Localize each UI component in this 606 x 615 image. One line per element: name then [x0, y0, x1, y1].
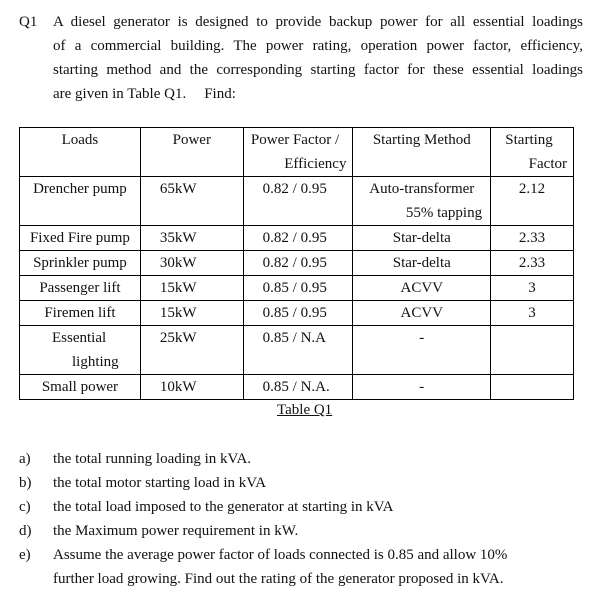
table-row — [20, 177, 574, 226]
cell-pf: 0.85 / N.A — [243, 326, 353, 375]
intro-line-4-text: are given in Table Q1. — [53, 86, 187, 102]
task-list — [19, 447, 579, 591]
item-text: the total load imposed to the generator at starting in kVA — [53, 499, 394, 515]
cell-factor: 2.12 — [491, 177, 574, 226]
header-starting-method: Starting Method — [353, 128, 491, 177]
question-number: Q1 — [19, 14, 38, 30]
cell-load: Passenger lift — [20, 276, 141, 301]
cell-method: - — [353, 326, 491, 375]
cell-power: 15kW — [140, 301, 243, 326]
header-loads: Loads — [20, 128, 141, 177]
table-row — [20, 276, 574, 301]
table-caption: Table Q1 — [277, 402, 333, 418]
item-label: d) — [19, 523, 32, 539]
item-text-line-1: Assume the average power factor of loads connected is 0.85 and allow 10% — [53, 547, 508, 563]
table-row — [20, 375, 574, 400]
cell-factor — [491, 326, 574, 375]
loads-table — [19, 127, 574, 400]
item-text-line-2: further load growing. Find out the rating of the generator proposed in kVA. — [53, 571, 504, 587]
cell-load: Drencher pump — [20, 177, 141, 226]
cell-load: Fixed Fire pump — [20, 226, 141, 251]
cell-factor: 2.33 — [491, 251, 574, 276]
cell-pf: 0.85 / 0.95 — [243, 301, 353, 326]
cell-factor: 3 — [491, 276, 574, 301]
cell-load: Essential lighting — [20, 326, 141, 375]
cell-power: 35kW — [140, 226, 243, 251]
list-item — [19, 495, 579, 519]
cell-factor: 2.33 — [491, 226, 574, 251]
item-label: a) — [19, 451, 31, 467]
item-label: c) — [19, 499, 31, 515]
list-item — [19, 543, 579, 591]
cell-pf: 0.82 / 0.95 — [243, 251, 353, 276]
intro-line-2: of a commercial building. The power rating, operation power factor, efficiency, — [53, 38, 583, 54]
list-item — [19, 447, 579, 471]
cell-pf: 0.82 / 0.95 — [243, 226, 353, 251]
cell-pf: 0.85 / 0.95 — [243, 276, 353, 301]
cell-power: 65kW — [140, 177, 243, 226]
header-starting-factor: Starting Factor — [491, 128, 574, 177]
item-label: b) — [19, 475, 32, 491]
intro-line-1: A diesel generator is designed to provide backup power for all essential loadings — [53, 14, 583, 30]
cell-factor — [491, 375, 574, 400]
cell-load: Sprinkler pump — [20, 251, 141, 276]
cell-method: Auto-transformer 55% tapping — [353, 177, 491, 226]
cell-method: Star-delta — [353, 251, 491, 276]
cell-power: 25kW — [140, 326, 243, 375]
table-header-row — [20, 128, 574, 177]
cell-load: Firemen lift — [20, 301, 141, 326]
cell-method: Star-delta — [353, 226, 491, 251]
table-row — [20, 301, 574, 326]
list-item — [19, 471, 579, 495]
table-row — [20, 326, 574, 375]
intro-line-4 — [53, 82, 583, 106]
cell-load: Small power — [20, 375, 141, 400]
cell-power: 30kW — [140, 251, 243, 276]
cell-factor: 3 — [491, 301, 574, 326]
list-item — [19, 519, 579, 543]
item-text: the total motor starting load in kVA — [53, 475, 267, 491]
cell-power: 15kW — [140, 276, 243, 301]
header-power-factor: Power Factor / Efficiency — [243, 128, 353, 177]
header-power: Power — [140, 128, 243, 177]
cell-pf: 0.85 / N.A. — [243, 375, 353, 400]
table-row — [20, 251, 574, 276]
cell-method: - — [353, 375, 491, 400]
table-row — [20, 226, 574, 251]
cell-method: ACVV — [353, 276, 491, 301]
cell-method: ACVV — [353, 301, 491, 326]
cell-pf: 0.82 / 0.95 — [243, 177, 353, 226]
find-label: Find: — [204, 86, 236, 102]
intro-line-3: starting method and the corresponding starting factor for these essential loadings — [53, 62, 583, 78]
item-text: the total running loading in kVA. — [53, 451, 252, 467]
question-intro — [53, 10, 583, 106]
item-text: the Maximum power requirement in kW. — [53, 523, 299, 539]
cell-power: 10kW — [140, 375, 243, 400]
item-label: e) — [19, 547, 31, 563]
